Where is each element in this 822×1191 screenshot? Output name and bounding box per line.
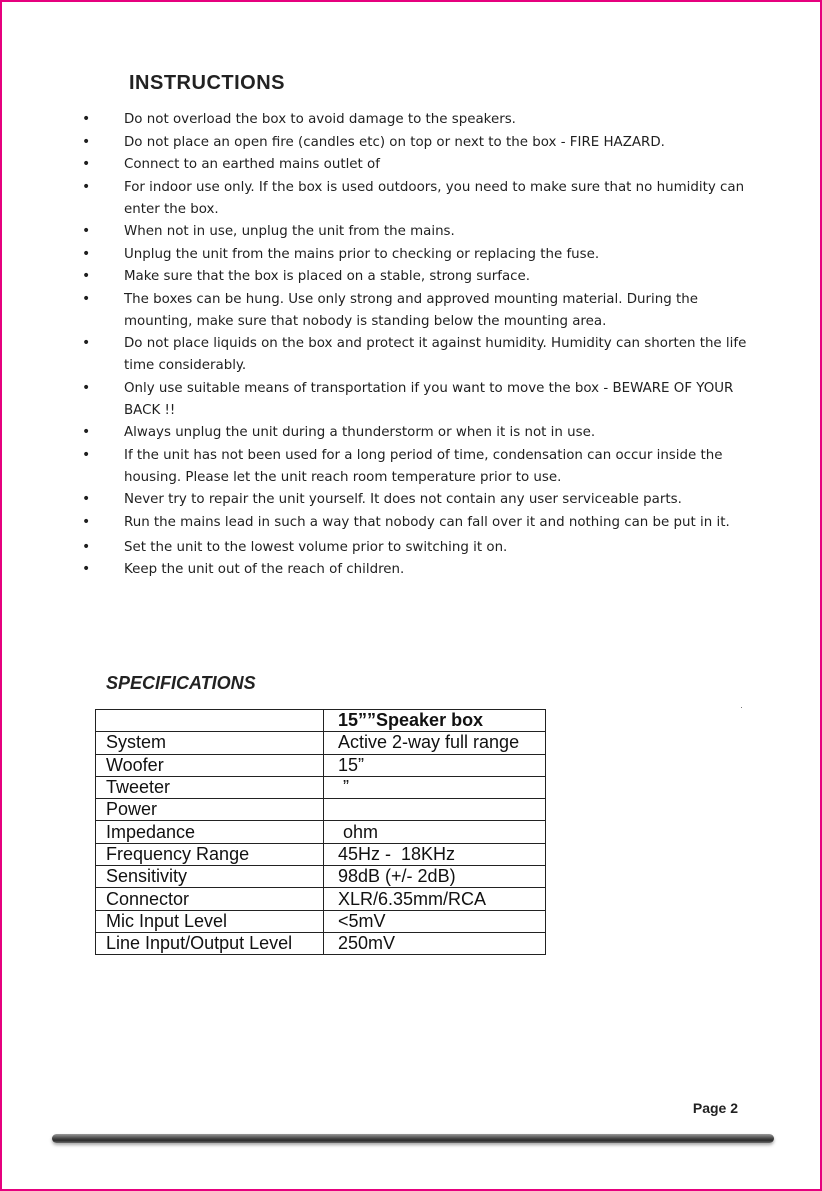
- spec-label: Line Input/Output Level: [96, 932, 324, 954]
- instruction-item: • Only use suitable means of transportation if you want to move the box - BEWARE OF YOUR BACK !!: [0, 378, 822, 422]
- instruction-item: • Unplug the unit from the mains prior to checking or replacing the fuse.: [0, 244, 822, 266]
- specifications-table: [95, 709, 546, 955]
- table-header-row: [96, 710, 546, 732]
- spec-value: Active 2-way full range: [324, 732, 546, 754]
- page-number: Page 2: [692, 1100, 738, 1116]
- instructions-heading: INSTRUCTIONS: [129, 72, 285, 94]
- table-row: [96, 799, 546, 821]
- spec-label: Impedance: [96, 821, 324, 843]
- table-row: [96, 754, 546, 776]
- footer-bar: [52, 1134, 774, 1143]
- instruction-item: • For indoor use only. If the box is used outdoors, you need to make sure that no humidity can enter the box.: [0, 177, 822, 221]
- spec-value: <5mV: [324, 910, 546, 932]
- instruction-item: • If the unit has not been used for a long period of time, condensation can occur inside the housing. Please let the unit reach room temperature prior to use.: [0, 445, 822, 489]
- instruction-item: • Always unplug the unit during a thunderstorm or when it is not in use.: [0, 422, 822, 444]
- spec-label: Sensitivity: [96, 866, 324, 888]
- instruction-item: • Do not overload the box to avoid damage to the speakers.: [0, 109, 822, 131]
- instruction-item: • Do not place liquids on the box and protect it against humidity. Humidity can shorten the life time considerably.: [0, 333, 822, 377]
- spec-value: 45Hz - 18KHz: [324, 843, 546, 865]
- spec-value: [324, 799, 546, 821]
- instruction-list: [0, 109, 822, 582]
- instruction-item: • Keep the unit out of the reach of children.: [0, 559, 822, 581]
- spec-value: 15”: [324, 754, 546, 776]
- instruction-item: • Connect to an earthed mains outlet of: [0, 154, 822, 176]
- table-row: [96, 843, 546, 865]
- spec-value: ”: [324, 776, 546, 798]
- spec-label: Tweeter: [96, 776, 324, 798]
- instruction-item: • Do not place an open fire (candles etc) on top or next to the box - FIRE HAZARD.: [0, 132, 822, 154]
- table-header-cell: 15””Speaker box: [324, 710, 546, 732]
- spec-label: Frequency Range: [96, 843, 324, 865]
- table-row: [96, 932, 546, 954]
- spec-value: XLR/6.35mm/RCA: [324, 888, 546, 910]
- spec-label: Connector: [96, 888, 324, 910]
- table-row: [96, 821, 546, 843]
- instruction-item: • Set the unit to the lowest volume prior to switching it on.: [0, 537, 822, 559]
- table-row: [96, 910, 546, 932]
- instruction-item: • Run the mains lead in such a way that nobody can fall over it and nothing can be put in it.: [0, 512, 822, 534]
- spec-value: ohm: [324, 821, 546, 843]
- table-row: [96, 732, 546, 754]
- spec-value: 98dB (+/- 2dB): [324, 866, 546, 888]
- spec-value: 250mV: [324, 932, 546, 954]
- spec-label: System: [96, 732, 324, 754]
- instruction-item: • When not in use, unplug the unit from the mains.: [0, 221, 822, 243]
- table-row: [96, 776, 546, 798]
- instruction-item: • The boxes can be hung. Use only strong and approved mounting material. During the mounting, make sure that nobody is standing below the mounting area.: [0, 289, 822, 333]
- specifications-heading: SPECIFICATIONS: [106, 673, 256, 693]
- instruction-item: • Never try to repair the unit yourself. It does not contain any user serviceable parts.: [0, 489, 822, 511]
- table-row: [96, 866, 546, 888]
- spec-label: Woofer: [96, 754, 324, 776]
- stray-dot: [741, 707, 742, 708]
- table-row: [96, 888, 546, 910]
- table-header-blank-cell: [96, 710, 324, 732]
- spec-label: Mic Input Level: [96, 910, 324, 932]
- spec-label: Power: [96, 799, 324, 821]
- instruction-item: • Make sure that the box is placed on a stable, strong surface.: [0, 266, 822, 288]
